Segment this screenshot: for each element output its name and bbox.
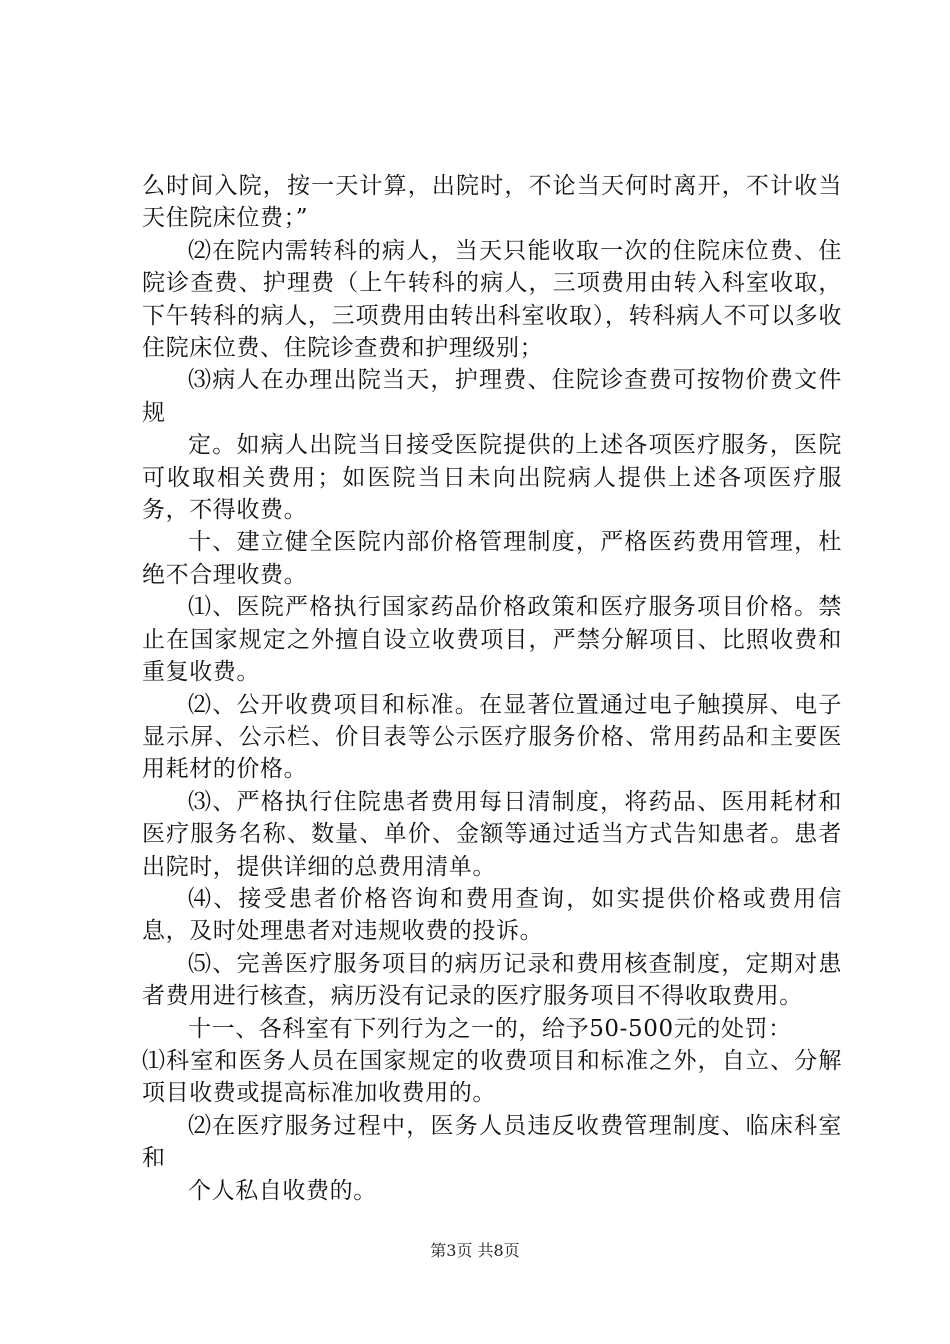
page-number-label: 第3页 共8页	[430, 1241, 520, 1260]
paragraph-10: ⑸、完善医疗服务项目的病历记录和费用核查制度，定期对患者费用进行核查，病历没有记录的医疗服务项目不得收取费用。	[142, 950, 842, 1010]
paragraph-4: 定。如病人出院当日接受医院提供的上述各项医疗服务，医院可收取相关费用；如医院当日未向出院病人提供上述各项医疗服务，不得收费。	[142, 432, 842, 524]
document-body	[142, 170, 842, 1207]
paragraph-13: ⑵在医疗服务过程中，医务人员违反收费管理制度、临床科室和	[142, 1112, 842, 1172]
paragraph-3: ⑶病人在办理出院当天，护理费、住院诊查费可按物价费文件规	[142, 367, 842, 426]
paragraph-7: ⑵、公开收费项目和标准。在显著位置通过电子触摸屏、电子显示屏、公示栏、价目表等公示医疗服务价格、常用药品和主要医用耗材的价格。	[142, 691, 842, 783]
paragraph-2: ⑵在院内需转科的病人，当天只能收取一次的住院床位费、住院诊查费、护理费（上午转科的病人，三项费用由转入科室收取，下午转科的病人，三项费用由转出科室收取），转科病人不可以多收住院床位费、住院诊查费和护理级别；	[142, 237, 842, 362]
paragraph-11: 十一、各科室有下列行为之一的，给予50-500元的处罚：	[188, 1015, 792, 1042]
page-footer	[0, 1241, 950, 1261]
paragraph-1: 么时间入院，按一天计算，出院时，不论当天何时离开，不计收当天住院床位费；”	[142, 173, 842, 232]
paragraph-12: ⑴科室和医务人员在国家规定的收费项目和标准之外，自立、分解项目收费或提高标准加收费用的。	[142, 1047, 842, 1107]
paragraph-9: ⑷、接受患者价格咨询和费用查询，如实提供价格或费用信息，及时处理患者对违规收费的投诉。	[142, 885, 842, 945]
paragraph-6: ⑴、医院严格执行国家药品价格政策和医疗服务项目价格。禁止在国家规定之外擅自设立收费项目，严禁分解项目、比照收费和重复收费。	[142, 594, 842, 686]
paragraph-14: 个人私自收费的。	[188, 1177, 377, 1204]
paragraph-5: 十、建立健全医院内部价格管理制度，严格医药费用管理，杜绝不合理收费。	[142, 529, 842, 588]
paragraph-8: ⑶、严格执行住院患者费用每日清制度，将药品、医用耗材和医疗服务名称、数量、单价、金额等通过适当方式告知患者。患者出院时，提供详细的总费用清单。	[142, 788, 842, 880]
